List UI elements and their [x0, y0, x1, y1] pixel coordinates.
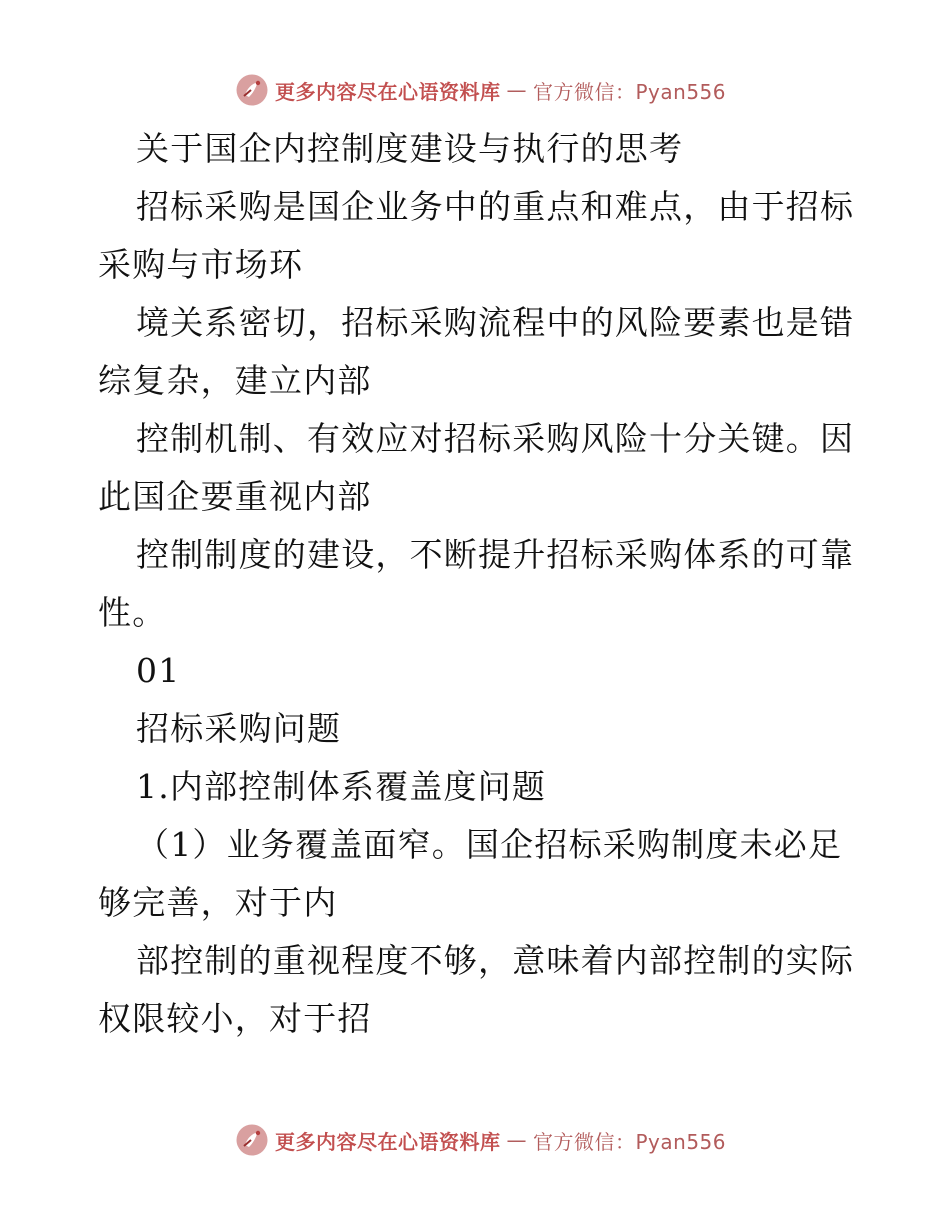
watermark-separator: —	[506, 1128, 527, 1152]
paragraph-9: 部控制的重视程度不够，意味着内部控制的实际权限较小，对于招	[98, 941, 855, 1038]
document-body	[98, 120, 858, 1048]
top-watermark	[235, 72, 755, 108]
section-number: 01	[136, 651, 181, 690]
paragraph-2: 境关系密切，招标采购流程中的风险要素也是错综复杂，建立内部	[98, 303, 855, 400]
paragraph-3: 控制机制、有效应对招标采购风险十分关键。因此国企要重视内部	[98, 419, 855, 516]
bottom-watermark	[235, 1122, 755, 1158]
section-heading: 招标采购问题	[136, 709, 342, 748]
document-title: 关于国企内控制度建设与执行的思考	[136, 129, 684, 168]
watermark-separator: —	[506, 78, 527, 102]
paragraph-8: （1）业务覆盖面窄。国企招标采购制度未必足够完善，对于内	[98, 825, 843, 922]
paragraph-4: 控制制度的建设，不断提升招标采购体系的可靠性。	[98, 535, 855, 632]
watermark-wechat-text: 官方微信：Pyan556	[533, 1129, 727, 1154]
paragraph-1: 招标采购是国企业务中的重点和难点，由于招标采购与市场环	[98, 187, 855, 284]
watermark-main-text: 更多内容尽在心语资料库	[275, 79, 501, 104]
watermark-main-text: 更多内容尽在心语资料库	[275, 1129, 501, 1154]
subsection-heading: 1.内部控制体系覆盖度问题	[136, 767, 547, 806]
brand-logo-icon	[235, 1123, 269, 1157]
watermark-wechat-text: 官方微信：Pyan556	[533, 79, 727, 104]
brand-logo-icon	[235, 73, 269, 107]
